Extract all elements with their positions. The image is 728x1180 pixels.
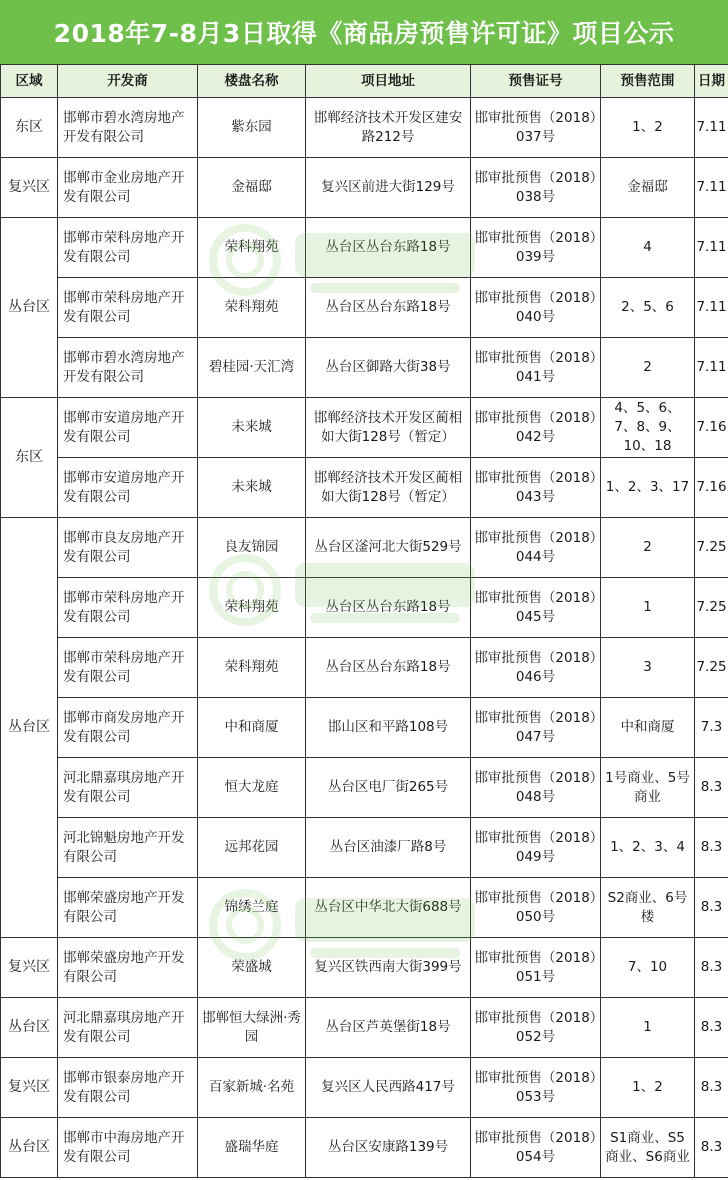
address-cell: 丛台区芦英堡街18号 — [306, 998, 471, 1058]
region-cell: 复兴区 — [1, 938, 58, 998]
date-cell: 8.3 — [695, 758, 728, 818]
date-cell: 8.3 — [695, 1058, 728, 1118]
table-row — [1, 218, 728, 278]
region-cell: 东区 — [1, 398, 58, 518]
header-address: 项目地址 — [306, 65, 471, 98]
address-cell: 邯山区和平路108号 — [306, 698, 471, 758]
project-cell: 百家新城·名苑 — [198, 1058, 306, 1118]
permit-cell: 邯审批预售（2018）038号 — [471, 158, 601, 218]
address-cell: 丛台区御路大街38号 — [306, 338, 471, 398]
developer-cell: 河北锦魁房地产开发有限公司 — [58, 818, 198, 878]
date-cell: 7.25 — [695, 518, 728, 578]
scope-cell: 1 — [601, 998, 695, 1058]
project-cell: 荣科翔苑 — [198, 638, 306, 698]
developer-cell: 邯郸市安道房地产开发有限公司 — [58, 398, 198, 458]
permit-cell: 邯审批预售（2018）052号 — [471, 998, 601, 1058]
developer-cell: 邯郸市荣科房地产开发有限公司 — [58, 638, 198, 698]
permit-cell: 邯审批预售（2018）050号 — [471, 878, 601, 938]
scope-cell: 中和商厦 — [601, 698, 695, 758]
date-cell: 7.16 — [695, 458, 728, 518]
scope-cell: 1号商业、5号商业 — [601, 758, 695, 818]
date-cell: 7.11 — [695, 218, 728, 278]
developer-cell: 邯郸市良友房地产开发有限公司 — [58, 518, 198, 578]
date-cell: 8.3 — [695, 938, 728, 998]
header-region: 区域 — [1, 65, 58, 98]
date-cell: 8.3 — [695, 878, 728, 938]
table-row — [1, 878, 728, 938]
header-permit: 预售证号 — [471, 65, 601, 98]
project-cell: 中和商厦 — [198, 698, 306, 758]
scope-cell: 4 — [601, 218, 695, 278]
developer-cell: 河北鼎嘉琪房地产开发有限公司 — [58, 998, 198, 1058]
developer-cell: 邯郸市碧水湾房地产开发有限公司 — [58, 338, 198, 398]
date-cell: 7.11 — [695, 158, 728, 218]
permit-cell: 邯审批预售（2018）054号 — [471, 1118, 601, 1178]
address-cell: 丛台区丛台东路18号 — [306, 578, 471, 638]
table-row — [1, 758, 728, 818]
permit-cell: 邯审批预售（2018）049号 — [471, 818, 601, 878]
date-cell: 7.25 — [695, 638, 728, 698]
developer-cell: 邯郸市中海房地产开发有限公司 — [58, 1118, 198, 1178]
table-row — [1, 518, 728, 578]
address-cell: 丛台区丛台东路18号 — [306, 638, 471, 698]
table-header-row — [1, 65, 728, 98]
region-cell: 东区 — [1, 98, 58, 158]
address-cell: 复兴区铁西南大街399号 — [306, 938, 471, 998]
permit-cell: 邯审批预售（2018）047号 — [471, 698, 601, 758]
scope-cell: 1、2 — [601, 1058, 695, 1118]
developer-cell: 邯郸市荣科房地产开发有限公司 — [58, 578, 198, 638]
address-cell: 丛台区中华北大街688号 — [306, 878, 471, 938]
permit-cell: 邯审批预售（2018）051号 — [471, 938, 601, 998]
date-cell: 7.11 — [695, 278, 728, 338]
permit-cell: 邯审批预售（2018）046号 — [471, 638, 601, 698]
scope-cell: S1商业、S5商业、S6商业 — [601, 1118, 695, 1178]
date-cell: 8.3 — [695, 1118, 728, 1178]
scope-cell: 7、10 — [601, 938, 695, 998]
table-row — [1, 278, 728, 338]
table-row — [1, 398, 728, 458]
header-project: 楼盘名称 — [198, 65, 306, 98]
date-cell: 8.3 — [695, 818, 728, 878]
project-cell: 碧桂园·天汇湾 — [198, 338, 306, 398]
developer-cell: 河北鼎嘉琪房地产开发有限公司 — [58, 758, 198, 818]
table-body — [1, 98, 728, 1178]
table-row — [1, 938, 728, 998]
permit-cell: 邯审批预售（2018）037号 — [471, 98, 601, 158]
project-cell: 紫东园 — [198, 98, 306, 158]
region-cell: 丛台区 — [1, 518, 58, 938]
address-cell: 复兴区前进大街129号 — [306, 158, 471, 218]
date-cell: 7.3 — [695, 698, 728, 758]
date-cell: 7.25 — [695, 578, 728, 638]
region-cell: 丛台区 — [1, 998, 58, 1058]
permit-table — [0, 64, 728, 1178]
header-date: 日期 — [695, 65, 728, 98]
developer-cell: 邯郸市碧水湾房地产开发有限公司 — [58, 98, 198, 158]
permit-cell: 邯审批预售（2018）044号 — [471, 518, 601, 578]
header-developer: 开发商 — [58, 65, 198, 98]
project-cell: 锦绣兰庭 — [198, 878, 306, 938]
table-row — [1, 578, 728, 638]
region-cell: 丛台区 — [1, 218, 58, 398]
address-cell: 复兴区人民西路417号 — [306, 1058, 471, 1118]
header-scope: 预售范围 — [601, 65, 695, 98]
scope-cell: S2商业、6号楼 — [601, 878, 695, 938]
project-cell: 邯郸恒大绿洲·秀园 — [198, 998, 306, 1058]
scope-cell: 3 — [601, 638, 695, 698]
developer-cell: 邯郸市荣科房地产开发有限公司 — [58, 278, 198, 338]
date-cell: 7.11 — [695, 98, 728, 158]
scope-cell: 2 — [601, 518, 695, 578]
table-row — [1, 458, 728, 518]
developer-cell: 邯郸荣盛房地产开发有限公司 — [58, 938, 198, 998]
project-cell: 荣科翔苑 — [198, 218, 306, 278]
date-cell: 8.3 — [695, 998, 728, 1058]
project-cell: 荣科翔苑 — [198, 278, 306, 338]
scope-cell: 1、2、3、4 — [601, 818, 695, 878]
project-cell: 荣科翔苑 — [198, 578, 306, 638]
project-cell: 未来城 — [198, 398, 306, 458]
project-cell: 恒大龙庭 — [198, 758, 306, 818]
scope-cell: 2、5、6 — [601, 278, 695, 338]
table-row — [1, 998, 728, 1058]
address-cell: 邯郸经济技术开发区蔺相如大街128号（暂定） — [306, 458, 471, 518]
date-cell: 7.16 — [695, 398, 728, 458]
date-cell: 7.11 — [695, 338, 728, 398]
address-cell: 丛台区安康路139号 — [306, 1118, 471, 1178]
table-row — [1, 158, 728, 218]
permit-cell: 邯审批预售（2018）053号 — [471, 1058, 601, 1118]
project-cell: 未来城 — [198, 458, 306, 518]
page-title: 2018年7-8月3日取得《商品房预售许可证》项目公示 — [53, 19, 675, 48]
project-cell: 远邦花园 — [198, 818, 306, 878]
scope-cell: 2 — [601, 338, 695, 398]
project-cell: 良友锦园 — [198, 518, 306, 578]
table-row — [1, 98, 728, 158]
table-row — [1, 698, 728, 758]
permit-cell: 邯审批预售（2018）039号 — [471, 218, 601, 278]
table-row — [1, 338, 728, 398]
address-cell: 邯郸经济技术开发区建安路212号 — [306, 98, 471, 158]
table-row — [1, 638, 728, 698]
permit-cell: 邯审批预售（2018）043号 — [471, 458, 601, 518]
address-cell: 丛台区丛台东路18号 — [306, 218, 471, 278]
permit-cell: 邯审批预售（2018）048号 — [471, 758, 601, 818]
title-bar — [0, 0, 728, 64]
developer-cell: 邯郸市金业房地产开发有限公司 — [58, 158, 198, 218]
scope-cell: 4、5、6、7、8、9、10、18 — [601, 398, 695, 458]
table-row — [1, 1118, 728, 1178]
address-cell: 丛台区丛台东路18号 — [306, 278, 471, 338]
address-cell: 丛台区电厂街265号 — [306, 758, 471, 818]
developer-cell: 邯郸市银泰房地产开发有限公司 — [58, 1058, 198, 1118]
table-row — [1, 1058, 728, 1118]
address-cell: 丛台区滏河北大街529号 — [306, 518, 471, 578]
address-cell: 丛台区油漆厂路8号 — [306, 818, 471, 878]
address-cell: 邯郸经济技术开发区蔺相如大街128号（暂定） — [306, 398, 471, 458]
developer-cell: 邯郸市安道房地产开发有限公司 — [58, 458, 198, 518]
project-cell: 金福邸 — [198, 158, 306, 218]
permit-cell: 邯审批预售（2018）045号 — [471, 578, 601, 638]
scope-cell: 1、2 — [601, 98, 695, 158]
table-row — [1, 818, 728, 878]
permit-cell: 邯审批预售（2018）042号 — [471, 398, 601, 458]
region-cell: 丛台区 — [1, 1118, 58, 1178]
project-cell: 荣盛城 — [198, 938, 306, 998]
project-cell: 盛瑞华庭 — [198, 1118, 306, 1178]
permit-cell: 邯审批预售（2018）040号 — [471, 278, 601, 338]
developer-cell: 邯郸市荣科房地产开发有限公司 — [58, 218, 198, 278]
scope-cell: 1 — [601, 578, 695, 638]
developer-cell: 邯郸市商发房地产开发有限公司 — [58, 698, 198, 758]
scope-cell: 1、2、3、17 — [601, 458, 695, 518]
developer-cell: 邯郸荣盛房地产开发有限公司 — [58, 878, 198, 938]
region-cell: 复兴区 — [1, 158, 58, 218]
region-cell: 复兴区 — [1, 1058, 58, 1118]
permit-cell: 邯审批预售（2018）041号 — [471, 338, 601, 398]
scope-cell: 金福邸 — [601, 158, 695, 218]
